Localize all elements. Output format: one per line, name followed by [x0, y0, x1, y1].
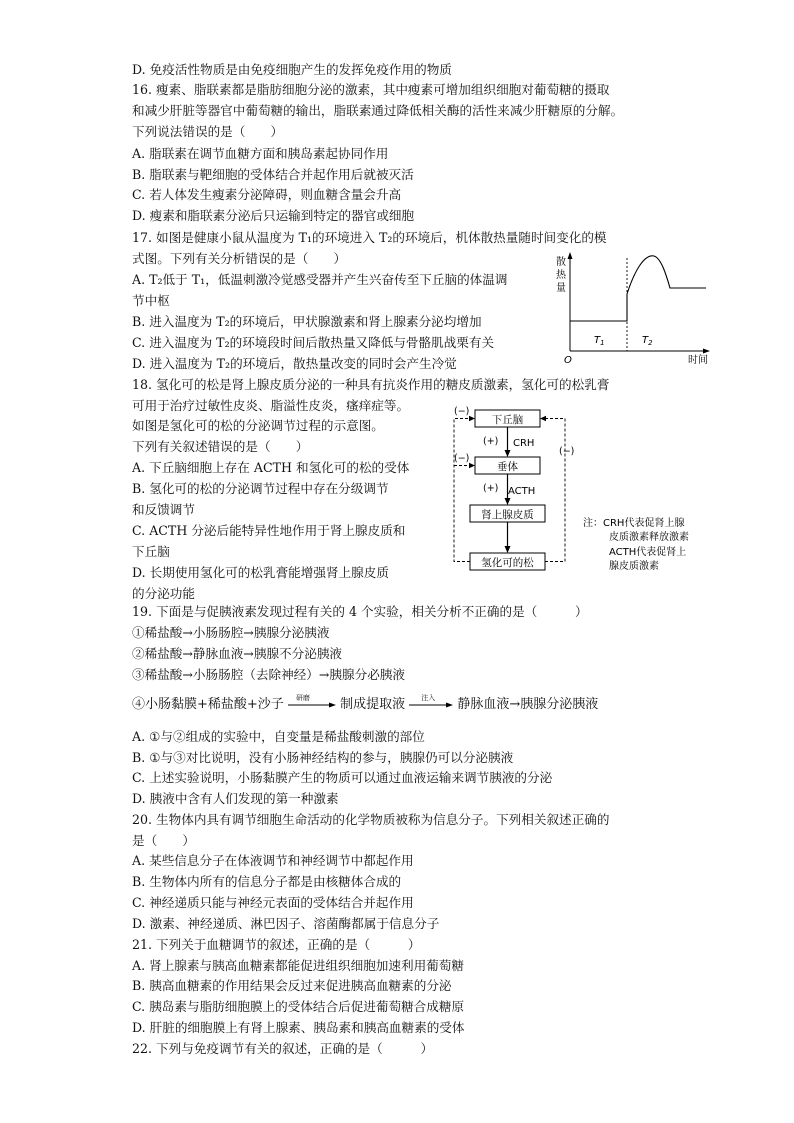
- q17-stem-line1: 17. 如图是健康小鼠从温度为 T₁的环境进入 T₂的环境后，机体散热量随时间变化的模: [132, 230, 607, 245]
- box-adrenal-cortex-label: 肾上腺皮质: [481, 509, 534, 521]
- q17-option-b: B. 进入温度为 T₂的环境后，甲状腺激素和肾上腺素分泌均增加: [132, 314, 482, 329]
- graph-xlabel: 时间: [688, 355, 708, 366]
- q16-option-c: C. 若人体发生瘦素分泌障碍，则血糖含量会升高: [132, 187, 402, 202]
- arrow-secretion-head: [505, 546, 511, 553]
- plus-sign-crh: (+): [483, 436, 499, 447]
- q16-option-b: B. 脂联素与靶细胞的受体结合并起作用后就被灭活: [132, 167, 414, 182]
- minus-sign-1: (−): [454, 406, 470, 417]
- q18-stem-line4: 下列有关叙述错误的是（ ）: [132, 439, 309, 454]
- q18-option-c-line1: C. ACTH 分泌后能特异性地作用于肾上腺皮质和: [132, 523, 406, 538]
- q16-stem-line2: 和减少肝脏等器官中葡萄糖的输出，脂联素通过降低相关酶的活性来减少肝糖原的分解。: [132, 103, 624, 118]
- q19-experiment-4: [132, 695, 598, 715]
- q19-experiment-2: ②稀盐酸→静脉血液→胰腺不分泌胰液: [132, 646, 343, 661]
- q17-option-c: C. 进入温度为 T₂的环境段时间后散热量又降低与骨骼肌战栗有关: [132, 335, 495, 350]
- exp4-arrow-grind: [288, 693, 336, 712]
- q18-option-b-line2: 和反馈调节: [132, 502, 195, 517]
- feedback-to-pituitary-head: [469, 463, 475, 468]
- q19-option-c: C. 上述实验说明，小肠黏膜产生的物质可以通过血液运输来调节胰液的分泌: [132, 770, 553, 785]
- q17-option-d: D. 进入温度为 T₂的环境后，散热量改变的同时会产生冷觉: [132, 356, 457, 371]
- q20-stem-line2: 是（ ）: [132, 833, 195, 848]
- q21-option-a: A. 肾上腺素与胰高血糖素都能促进组织细胞加速利用葡萄糖: [132, 958, 464, 973]
- graph-curve: [570, 256, 706, 321]
- q20-option-c: C. 神经递质只能与神经元表面的受体结合并起作用: [132, 895, 414, 910]
- hormone-regulation-diagram: [440, 402, 745, 578]
- q17-stem-line2: 式图。下列有关分析错误的是（ ）: [132, 251, 347, 266]
- q17-option-a-line2: 节中枢: [132, 293, 170, 308]
- q19-option-a: A. ①与②组成的实验中，自变量是稀盐酸刺激的部位: [132, 729, 425, 744]
- acth-label: ACTH: [508, 486, 536, 497]
- arrow-crh-head: [505, 450, 511, 457]
- minus-sign-3: (−): [559, 446, 575, 457]
- q22-stem: 22. 下列与免疫调节有关的叙述，正确的是（ ）: [132, 1041, 434, 1056]
- plus-sign-acth: (+): [483, 483, 499, 494]
- q18-option-d-line1: D. 长期使用氢化可的松乳膏能增强肾上腺皮质: [132, 565, 389, 580]
- box-hypothalamus-label: 下丘脑: [491, 414, 524, 426]
- q18-option-a: A. 下丘脑细胞上存在 ACTH 和氢化可的松的受体: [132, 460, 410, 475]
- q20-option-b: B. 生物体内所有的信息分子都是由核糖体合成的: [132, 874, 402, 889]
- crh-label: CRH: [513, 438, 535, 449]
- minus-sign-2: (−): [454, 453, 470, 464]
- q16-option-a: A. 脂联素在调节血糖方面和胰岛素起协同作用: [132, 146, 389, 161]
- note-line4: 腺皮质激素: [609, 561, 659, 572]
- exp4-part-a: ④小肠黏膜+稀盐酸+沙子: [132, 697, 284, 712]
- graph-ylabel-char-1: 散: [556, 257, 566, 268]
- arrow-acth-head: [505, 498, 511, 505]
- graph-ylabel-char-3: 量: [556, 283, 566, 294]
- graph-t2-label: $T_2$: [642, 335, 653, 347]
- q21-option-c: C. 胰岛素与脂肪细胞膜上的受体结合后促进葡萄糖合成糖原: [132, 999, 465, 1014]
- q19-stem: 19. 下面是与促胰液素发现过程有关的 4 个实验，相关分析不正确的是（ ）: [132, 604, 588, 619]
- graph-y-axis-arrow: [568, 252, 573, 259]
- q21-option-d: D. 肝脏的细胞膜上有肾上腺素、胰岛素和胰高血糖素的受体: [132, 1020, 465, 1035]
- feedback-to-hypothalamus-head: [469, 416, 475, 421]
- q18-option-c-line2: 下丘脑: [132, 544, 170, 559]
- q19-option-d: D. 胰液中含有人们发现的第一种激素: [132, 791, 339, 806]
- note-line2: 皮质激素释放激素: [609, 532, 689, 543]
- q16-stem-line1: 16. 瘦素、脂联素都是脂肪细胞分泌的激素，其中瘦素可增加组织细胞对葡萄糖的摄取: [132, 82, 610, 97]
- exp4-arrow-grind-line: [288, 701, 336, 709]
- box-hydrocortisone-label: 氢化可的松: [481, 557, 534, 569]
- q20-option-a: A. 某些信息分子在体液调节和神经调节中都起作用: [132, 853, 414, 868]
- q18-stem-line2: 可用于治疗过敏性皮炎、脂溢性皮炎，瘙痒症等。: [132, 398, 410, 413]
- exp4-part-b: 制成提取液: [340, 697, 406, 712]
- q20-stem-line1: 20. 生物体内具有调节细胞生命活动的化学物质被称为信息分子。下列相关叙述正确的: [132, 812, 610, 827]
- exp4-arrow-inject: [409, 693, 453, 712]
- q19-experiment-3: ③稀盐酸→小肠肠腔（去除神经）→胰腺分必胰液: [132, 667, 405, 682]
- q19-experiment-1: ①稀盐酸→小肠肠腔→胰腺分泌胰液: [132, 625, 330, 640]
- exp4-arrow-inject-label: 注入: [421, 693, 436, 702]
- q17-option-a-line1: A. T₂低于 T₁，低温刺激冷觉感受器并产生兴奋传至下丘脑的体温调: [132, 272, 508, 287]
- q18-stem-line3: 如图是氢化可的松的分泌调节过程的示意图。: [132, 418, 384, 433]
- note-line3: ACTH代表促肾上: [609, 547, 687, 558]
- q19-option-b: B. ①与③对比说明，没有小肠神经结构的参与，胰腺仍可以分泌胰液: [132, 750, 514, 765]
- q18-option-b-line1: B. 氢化可的松的分泌调节过程中存在分级调节: [132, 481, 389, 496]
- feedback-right-head: [540, 416, 546, 421]
- exp4-arrow-inject-line: [409, 701, 453, 709]
- q15-option-d: D. 免疫活性物质是由免疫细胞产生的发挥免疫作用的物质: [132, 62, 452, 77]
- feedback-right: [544, 419, 565, 562]
- box-pituitary-label: 垂体: [497, 461, 518, 473]
- graph-x-axis-arrow: [703, 349, 710, 354]
- q16-option-d: D. 瘦素和脂联素分泌后只运输到特定的器官或细胞: [132, 208, 415, 223]
- q18-stem-line1: 18. 氢化可的松是肾上腺皮质分泌的一种具有抗炎作用的糖皮质激素，氢化可的松乳膏: [132, 377, 610, 392]
- note-line1: 注：CRH代表促肾上腺: [583, 518, 685, 529]
- feedback-to-hypothalamus: [454, 419, 471, 562]
- q20-option-d: D. 激素、神经递质、淋巴因子、溶菌酶都属于信息分子: [132, 916, 440, 931]
- heat-dissipation-graph: [548, 250, 718, 370]
- graph-origin: O: [564, 355, 572, 366]
- exp4-part-c: 静脉血液→胰腺分泌胰液: [457, 697, 599, 712]
- q18-option-d-line2: 的分泌功能: [132, 586, 195, 601]
- q21-stem: 21. 下列关于血糖调节的叙述，正确的是（ ）: [132, 937, 421, 952]
- graph-ylabel-char-2: 热: [556, 270, 566, 281]
- exp4-arrow-grind-label: 研磨: [295, 693, 310, 702]
- graph-t1-label: $T_1$: [594, 335, 605, 347]
- q21-option-b: B. 胰高血糖素的作用结果会反过来促进胰高血糖素的分泌: [132, 978, 452, 993]
- q16-stem-line3: 下列说法错误的是（ ）: [132, 124, 284, 139]
